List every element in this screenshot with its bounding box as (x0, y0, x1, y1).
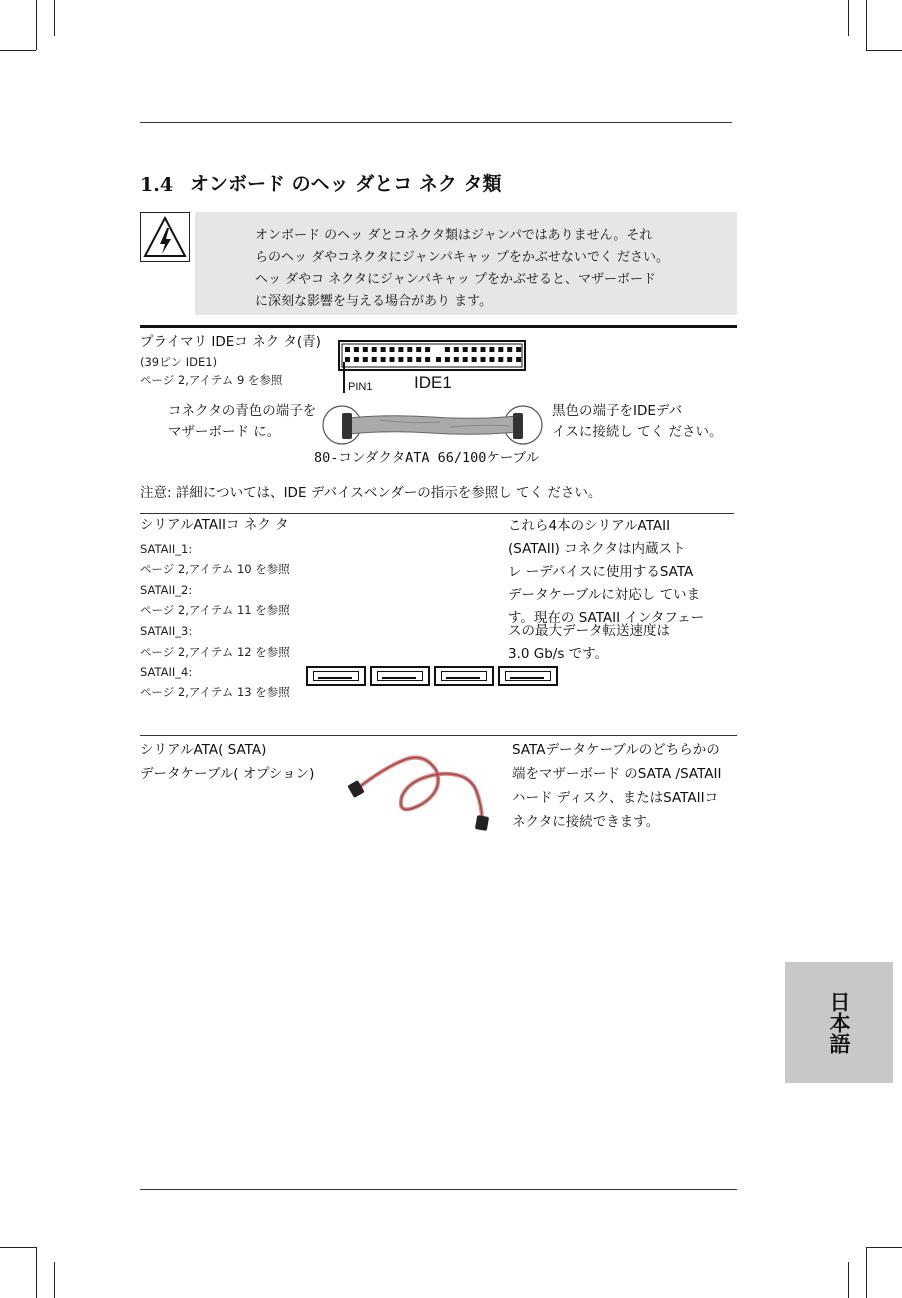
sata-connectors-title: シリアルATAIIコ ネク タ (140, 517, 289, 533)
header-rule (140, 122, 732, 123)
warning-line: ヘッ ダやコ ネクタにジャンパキャッ プをかぶせると、マザーボード (255, 272, 656, 287)
footer-rule (140, 1189, 737, 1190)
warning-line: に深刻な影響を与える場合があり ます。 (255, 294, 493, 309)
ide-pins: (39ピン IDE1) (140, 355, 218, 369)
ide-pin (472, 347, 477, 352)
ide-cable-caption: 80-コンダクタATA 66/100ケーブル (314, 450, 540, 466)
ide-pin (398, 347, 403, 352)
ide-title: プライマリ IDEコ ネク タ(青) (140, 334, 321, 350)
ide-ref: ページ 2,アイテム 9 を参照 (140, 373, 283, 387)
ide-pin (398, 357, 403, 362)
ide-pin (489, 357, 494, 362)
sata-desc-line: これら4本のシリアルATAII (508, 518, 671, 534)
ide-pin (354, 347, 359, 352)
ide-pin (489, 347, 494, 352)
ide-pin (381, 347, 386, 352)
ide-pin (454, 347, 459, 352)
ide-pin (345, 347, 350, 352)
section-divider-thick (140, 325, 737, 328)
ide-pin (472, 357, 477, 362)
ide-pin (463, 347, 468, 352)
warning-line: らのヘッ ダやコネクタにジャンパキャッ プをかぶせないでく ださい。 (255, 250, 669, 265)
ide-pin (372, 347, 377, 352)
ide-pin (507, 347, 512, 352)
ide-pin (363, 347, 368, 352)
sata-cable-desc-line: ハード ディスク、またはSATAIIコ (512, 790, 719, 806)
sata-item-ref: ページ 2,アイテム 12 を参照 (140, 645, 290, 659)
ide-pin (445, 347, 450, 352)
ide-pin (416, 357, 421, 362)
ide-ribbon-cable-image (320, 402, 545, 448)
sata-item-name: SATAII_2: (140, 583, 193, 597)
sata-item-name: SATAII_4: (140, 665, 193, 679)
ide-pin (416, 347, 421, 352)
ide-pin (481, 347, 486, 352)
ide-pin (425, 357, 430, 362)
ide-right-note-1: 黒色の端子をIDEデバ (552, 403, 683, 419)
section-title: オンボード のヘッ ダとコ ネク タ類 (190, 173, 502, 195)
sata-desc-line: データケーブルに対応し ていま (508, 587, 701, 603)
section-divider (140, 513, 734, 514)
sata-connector-1 (306, 666, 366, 686)
warning-line: オンボード のヘッ ダとコネクタ類はジャンパではありません。それ (255, 228, 653, 243)
ide-pin (454, 357, 459, 362)
section-divider (140, 735, 737, 736)
sata-connector-3 (434, 666, 494, 686)
ide-pin (516, 357, 521, 362)
ide-pin (445, 357, 450, 362)
language-tab-label: 日本語 (827, 991, 852, 1054)
sata-cable-title: シリアルATA( SATA) (140, 742, 267, 758)
ide-left-note-2: マザーボード に。 (168, 424, 281, 440)
ide-pin (463, 357, 468, 362)
sata-cable-desc-line: ネクタに接続できます。 (512, 814, 660, 830)
language-side-tab (785, 962, 893, 1083)
sata-desc-line: す。現在の SATAII インタフェー (508, 610, 705, 626)
ide-pin (363, 357, 368, 362)
ide-pin (516, 347, 521, 352)
ide-pin (381, 357, 386, 362)
ide-pin (345, 357, 350, 362)
sata-cable-desc-line: SATAデータケーブルのどちらかの (512, 742, 720, 758)
sata-desc-line: 3.0 Gb/s です。 (508, 646, 609, 662)
sata-desc-line: レ ーデバイスに使用するSATA (508, 564, 694, 580)
sata-item-ref: ページ 2,アイテム 11 を参照 (140, 603, 290, 617)
ide-pin (425, 347, 430, 352)
sata-connector-2 (370, 666, 430, 686)
ide-pin (372, 357, 377, 362)
ide-right-note-2: イスに接続し てく ださい。 (552, 424, 723, 440)
pin1-label: PIN1 (348, 381, 373, 393)
ide-pin (390, 357, 395, 362)
sata-desc-line: (SATAII) コネクタは内蔵スト (508, 541, 686, 557)
sata-cable-desc-line: 端をマザーボード のSATA /SATAII (512, 766, 722, 782)
warning-box (195, 212, 737, 315)
sata-cable-subtitle: データケーブル( オプション) (140, 766, 315, 782)
sata-item-name: SATAII_1: (140, 542, 193, 556)
ide-notice: 注意: 詳細については、IDE デバイスベンダーの指示を参照し てく ださい。 (140, 485, 602, 501)
sata-item-ref: ページ 2,アイテム 13 を参照 (140, 685, 290, 699)
ide-pin (390, 347, 395, 352)
section-number: 1.4 (140, 174, 174, 196)
ide1-label: IDE1 (414, 373, 452, 392)
sata-desc-line: スの最大データ転送速度は (508, 623, 670, 639)
sata-cable-image (344, 746, 504, 836)
ide-pin (407, 347, 412, 352)
ide-pin (407, 357, 412, 362)
sata-item-ref: ページ 2,アイテム 10 を参照 (140, 562, 290, 576)
sata-item-name: SATAII_3: (140, 624, 193, 638)
ide-pin (481, 357, 486, 362)
ide-pin (354, 357, 359, 362)
ide-pin (436, 357, 441, 362)
ide-pin (498, 347, 503, 352)
ide-pin (498, 357, 503, 362)
sata-connector-4 (498, 666, 558, 686)
warning-icon (140, 212, 190, 262)
ide-pin (507, 357, 512, 362)
ide-left-note-1: コネクタの青色の端子を (168, 403, 317, 419)
